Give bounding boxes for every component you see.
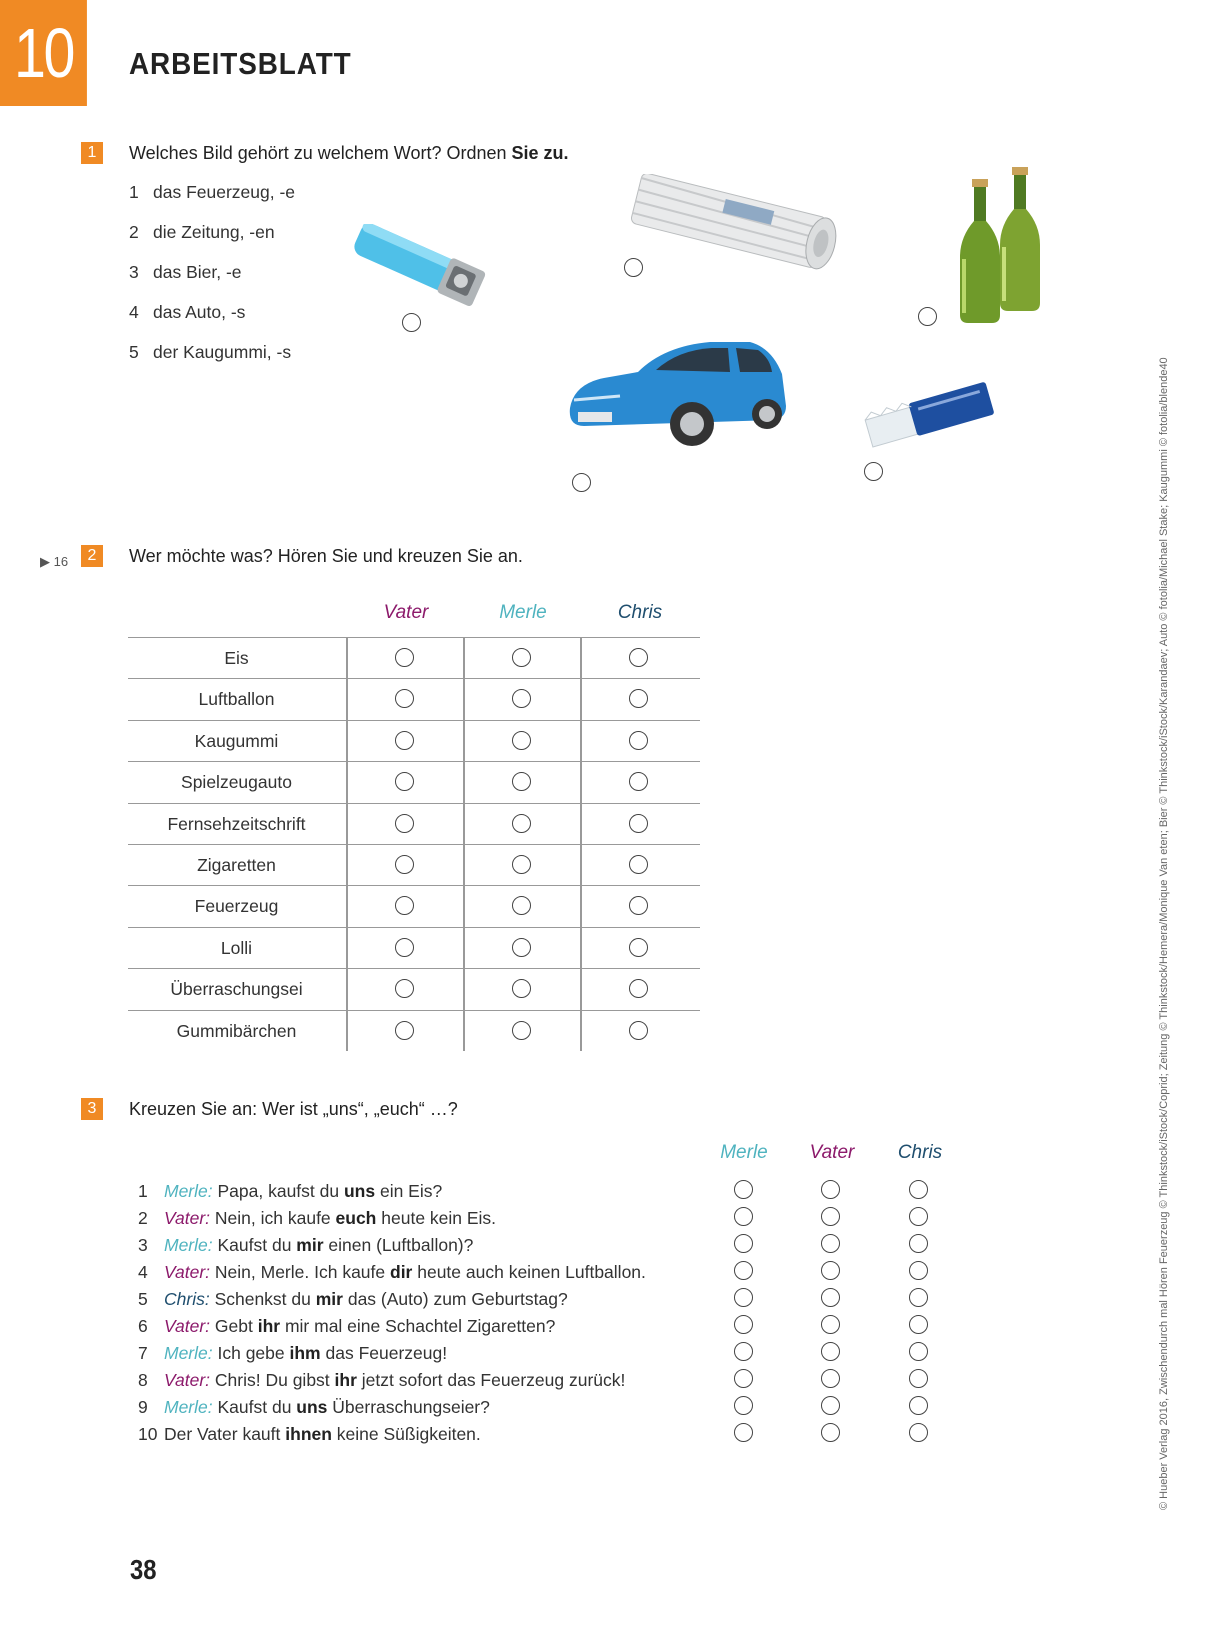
sentence-number: 3 — [138, 1235, 148, 1255]
table-divider — [580, 637, 582, 1051]
item-text: das Auto, -s — [153, 302, 246, 322]
checkbox-chris[interactable] — [629, 855, 648, 874]
row-label: Feuerzeug — [194, 896, 279, 917]
item-number: 3 — [129, 262, 139, 282]
speaker-name: Vater: — [164, 1262, 211, 1282]
sentence-line — [128, 1340, 447, 1367]
sentence-line — [128, 1367, 625, 1394]
pronoun: ihr — [257, 1316, 281, 1336]
row-label: Kaugummi — [194, 730, 279, 751]
checkbox-chris[interactable] — [629, 1021, 648, 1040]
checkbox-merle[interactable] — [734, 1369, 753, 1388]
newspaper-image — [625, 174, 850, 280]
item-number: 5 — [129, 342, 139, 362]
checkbox-chris[interactable] — [629, 814, 648, 833]
sentence-line — [128, 1205, 496, 1232]
word-list-item — [129, 342, 295, 382]
pronoun: euch — [335, 1208, 377, 1228]
row-label: Spielzeugauto — [181, 772, 292, 793]
chapter-number: 10 — [0, 0, 87, 106]
checkbox-chris[interactable] — [909, 1396, 928, 1415]
page-title: ARBEITSBLATT — [129, 46, 352, 81]
checkbox-chris[interactable] — [909, 1423, 928, 1442]
col-head-chris: Chris — [617, 602, 663, 623]
checkbox-vater[interactable] — [821, 1396, 840, 1415]
sentence-text: Ich gebe — [212, 1343, 290, 1363]
checkbox-merle[interactable] — [734, 1288, 753, 1307]
checkbox-vater[interactable] — [821, 1234, 840, 1253]
checkbox-merle[interactable] — [512, 648, 531, 667]
play-icon: ▶ — [40, 554, 50, 569]
speaker-name: Merle: — [164, 1343, 213, 1363]
row-label: Luftballon — [198, 689, 275, 710]
row-label: Gummibärchen — [176, 1020, 297, 1041]
col-head-vater: Vater — [383, 602, 429, 623]
sentence-text: ein Eis? — [375, 1181, 443, 1201]
audio-track[interactable] — [40, 554, 68, 570]
sentence-text: Schenkst du — [209, 1289, 316, 1309]
sentence-number: 7 — [138, 1343, 148, 1363]
row-label: Fernsehzeitschrift — [167, 813, 306, 834]
checkbox-merle[interactable] — [512, 814, 531, 833]
row-label: Überraschungsei — [170, 979, 303, 1000]
word-list-item — [129, 302, 295, 342]
table-row — [128, 1010, 700, 1052]
table-row — [128, 678, 700, 720]
sentence-text: heute auch keinen Luftballon. — [412, 1262, 646, 1282]
pronoun: mir — [315, 1289, 343, 1309]
sentence-text: das Feuerzeug! — [320, 1343, 448, 1363]
col-head-merle: Merle — [720, 1142, 768, 1163]
pronoun: uns — [296, 1397, 328, 1417]
row-label: Eis — [224, 648, 249, 668]
checkbox-vater[interactable] — [395, 855, 414, 874]
table-row — [128, 720, 700, 762]
checkbox-vater[interactable] — [395, 814, 414, 833]
exercise-3-instruction: Kreuzen Sie an: Wer ist „uns“, „euch“ …? — [129, 1099, 458, 1119]
sentence-line — [128, 1421, 481, 1448]
sentence-text: heute kein Eis. — [376, 1208, 497, 1228]
exercise-2-number: 2 — [81, 545, 103, 567]
sentence-number: 1 — [138, 1181, 148, 1201]
image-credits: © Hueber Verlag 2016, Zwischendurch mal Hören Feuerzeug © Thinkstock/iStock/Coprid; Zeitung © Thinkstock/Hemera/Monique Van eten; Bier © Thinkstock/iStock/Karandaev; Auto © fotolia/Michael Stake; Kaugummi © fotolia/blende40 — [1158, 357, 1170, 1510]
table-row — [128, 761, 700, 803]
word-list — [129, 182, 295, 382]
answer-circle-car[interactable] — [572, 473, 591, 492]
checkbox-merle[interactable] — [734, 1396, 753, 1415]
beer-bottles-image — [954, 167, 1046, 327]
table-row — [128, 844, 700, 886]
answer-circle-beer[interactable] — [918, 307, 937, 326]
sentence-text: Der Vater kauft — [164, 1424, 286, 1444]
pronoun: ihr — [334, 1370, 357, 1390]
speaker-name: Vater: — [164, 1316, 211, 1336]
speaker-name: Chris: — [164, 1289, 210, 1309]
sentence-text: Nein, Merle. Ich kaufe — [210, 1262, 390, 1282]
word-list-item — [129, 182, 295, 222]
sentence-number: 9 — [138, 1397, 148, 1417]
checkbox-chris[interactable] — [909, 1234, 928, 1253]
speaker-name: Merle: — [164, 1181, 213, 1201]
checkbox-chris[interactable] — [629, 731, 648, 750]
checkbox-vater[interactable] — [395, 938, 414, 957]
lighter-image — [348, 224, 496, 308]
checkbox-merle[interactable] — [512, 855, 531, 874]
speaker-name: Vater: — [164, 1370, 211, 1390]
checkbox-vater[interactable] — [395, 731, 414, 750]
car-image — [560, 326, 792, 456]
checkbox-chris[interactable] — [909, 1369, 928, 1388]
checkbox-chris[interactable] — [629, 938, 648, 957]
item-text: das Bier, -e — [153, 262, 242, 282]
checkbox-merle[interactable] — [512, 1021, 531, 1040]
checkbox-vater[interactable] — [821, 1288, 840, 1307]
pronoun: uns — [343, 1181, 376, 1201]
instruction-text: Welches Bild gehört zu welchem Wort? Ordnen — [129, 143, 512, 163]
checkbox-vater[interactable] — [821, 1207, 840, 1226]
sentence-text: Kaufst du — [212, 1235, 297, 1255]
checkbox-chris[interactable] — [909, 1342, 928, 1361]
answer-circle-gum[interactable] — [864, 462, 883, 481]
sentence-text: das (Auto) zum Geburtstag? — [342, 1289, 568, 1309]
checkbox-merle[interactable] — [512, 938, 531, 957]
checkbox-vater[interactable] — [821, 1423, 840, 1442]
checkbox-merle[interactable] — [734, 1423, 753, 1442]
item-text: das Feuerzeug, -e — [153, 182, 296, 202]
answer-circle-newspaper[interactable] — [624, 258, 643, 277]
item-number: 1 — [129, 182, 139, 202]
page-number: 38 — [130, 1554, 157, 1585]
exercise-1-instruction — [129, 143, 569, 164]
checkbox-merle[interactable] — [734, 1261, 753, 1280]
checkbox-vater[interactable] — [395, 648, 414, 667]
sentence-text: Kaufst du — [212, 1397, 297, 1417]
table-row — [128, 968, 700, 1010]
checkbox-vater[interactable] — [821, 1180, 840, 1199]
exercise-3-number: 3 — [81, 1098, 103, 1120]
checkbox-vater[interactable] — [821, 1261, 840, 1280]
col-head-chris: Chris — [897, 1142, 943, 1163]
checkbox-chris[interactable] — [909, 1261, 928, 1280]
sentence-line — [128, 1259, 646, 1286]
table-divider — [346, 637, 348, 1051]
col-head-vater: Vater — [809, 1142, 855, 1163]
checkbox-merle[interactable] — [734, 1342, 753, 1361]
sentence-text: mir mal eine Schachtel Zigaretten? — [280, 1316, 556, 1336]
table-row — [128, 927, 700, 969]
item-text: die Zeitung, -en — [153, 222, 275, 242]
table-divider — [463, 637, 465, 1051]
col-head-merle: Merle — [499, 602, 547, 623]
chewing-gum-image — [860, 372, 998, 456]
checkbox-merle[interactable] — [734, 1315, 753, 1334]
sentence-number: 10 — [138, 1424, 158, 1444]
sentence-text: Gebt — [210, 1316, 258, 1336]
sentence-number: 6 — [138, 1316, 148, 1336]
word-list-item — [129, 222, 295, 262]
sentence-text: Papa, kaufst du — [212, 1181, 344, 1201]
speaker-name: Merle: — [164, 1397, 213, 1417]
exercise-1-number: 1 — [81, 142, 103, 164]
checkbox-vater[interactable] — [821, 1342, 840, 1361]
sentence-line — [128, 1286, 568, 1313]
sentence-number: 4 — [138, 1262, 148, 1282]
speaker-name: Merle: — [164, 1235, 213, 1255]
item-number: 4 — [129, 302, 139, 322]
sentence-text: Chris! Du gibst — [210, 1370, 335, 1390]
pronoun: ihnen — [285, 1424, 332, 1444]
sentence-number: 2 — [138, 1208, 148, 1228]
sentence-text: jetzt sofort das Feuerzeug zurück! — [356, 1370, 626, 1390]
sentence-line — [128, 1178, 442, 1205]
checkbox-merle[interactable] — [734, 1180, 753, 1199]
checkbox-merle[interactable] — [734, 1207, 753, 1226]
exercise-2-instruction: Wer möchte was? Hören Sie und kreuzen Sie an. — [129, 546, 523, 566]
table-row — [128, 803, 700, 845]
sentence-text: Nein, ich kaufe — [210, 1208, 336, 1228]
sentence-text: keine Süßigkeiten. — [331, 1424, 481, 1444]
word-list-item — [129, 262, 295, 302]
item-number: 2 — [129, 222, 139, 242]
speaker-name: Vater: — [164, 1208, 211, 1228]
item-text: der Kaugummi, -s — [153, 342, 292, 362]
sentence-line — [128, 1313, 555, 1340]
pronoun: dir — [390, 1262, 413, 1282]
instruction-bold: Sie zu. — [511, 143, 569, 163]
checkbox-vater[interactable] — [821, 1369, 840, 1388]
pronoun: mir — [296, 1235, 324, 1255]
table-row — [128, 637, 700, 679]
sentence-line — [128, 1232, 473, 1259]
row-label: Lolli — [220, 937, 253, 958]
checkbox-vater[interactable] — [395, 1021, 414, 1040]
sentence-line — [128, 1394, 490, 1421]
checkbox-chris[interactable] — [909, 1315, 928, 1334]
checkbox-vater[interactable] — [821, 1315, 840, 1334]
table-row — [128, 885, 700, 927]
row-label: Zigaretten — [197, 855, 276, 875]
answer-circle-lighter[interactable] — [402, 313, 421, 332]
checkbox-merle[interactable] — [512, 731, 531, 750]
checkbox-chris[interactable] — [909, 1207, 928, 1226]
checkbox-merle[interactable] — [734, 1234, 753, 1253]
checkbox-chris[interactable] — [909, 1180, 928, 1199]
track-number: 16 — [53, 554, 69, 569]
sentence-text: Überraschungseier? — [327, 1397, 490, 1417]
sentence-number: 8 — [138, 1370, 148, 1390]
checkbox-chris[interactable] — [909, 1288, 928, 1307]
checkbox-chris[interactable] — [629, 648, 648, 667]
sentence-number: 5 — [138, 1289, 148, 1309]
pronoun: ihm — [289, 1343, 321, 1363]
sentence-text: einen (Luftballon)? — [323, 1235, 474, 1255]
